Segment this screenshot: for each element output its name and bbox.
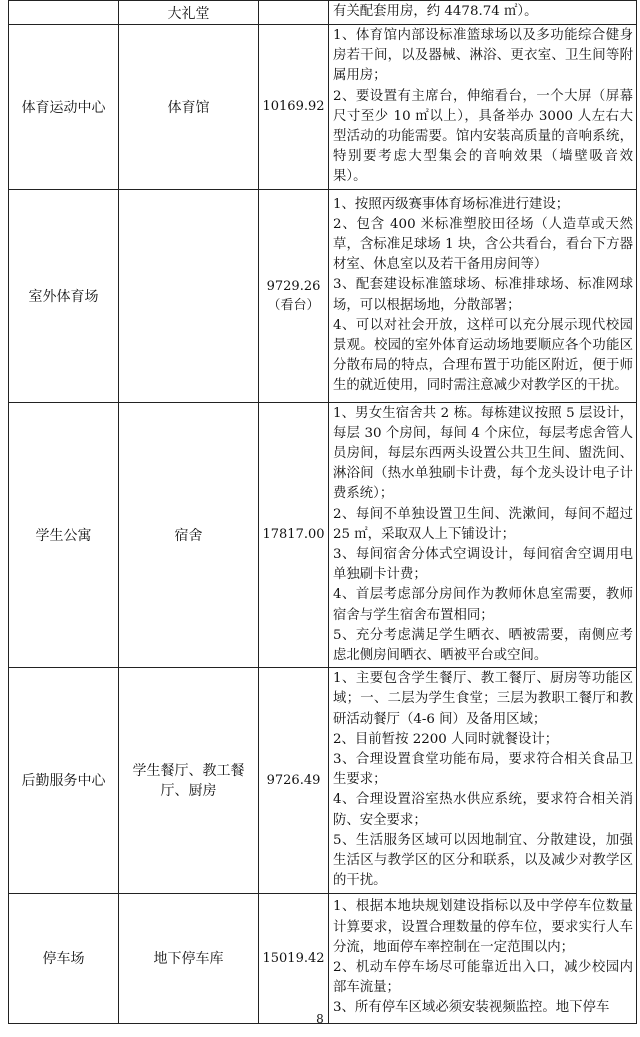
description-cell	[329, 25, 637, 190]
description-line: 3、配套建设标准篮球场、标准排球场、标准网球场，可以根据场地，分散部署；	[333, 277, 633, 313]
building-name-cell: 学生餐厅、教工餐厅、厨房	[119, 668, 259, 893]
building-requirements-table	[8, 0, 637, 1024]
table-row	[9, 1, 637, 25]
category-cell	[9, 1, 119, 25]
description-cell	[329, 893, 637, 1023]
building-name-cell	[119, 189, 259, 402]
category-cell: 体育运动中心	[9, 25, 119, 190]
description-line: 2、目前暂按 2200 人同时就餐设计；	[333, 731, 559, 747]
description-line: 1、按照丙级赛事体育场标准进行建设；	[333, 196, 570, 212]
description-line: 2、要设置有主席台，伸缩看台，一个大屏（屏幕尺寸至少 10 ㎡以上），具备举办 3000 人左右大型活动的功能需要。馆内安装高质量的音响系统，特别要考虑大型集会的音响效果（墙壁吸音效果）。	[333, 88, 633, 185]
description-line: 4、合理设置浴室热水供应系统，要求符合相关消防、安全要求；	[333, 792, 633, 828]
description-cell	[329, 1, 637, 25]
description-line: 1、男女生宿舍共 2 栋。每栋建议按照 5 层设计，每层 30 个房间，每间 4 个床位，每层考虑舍管人员房间，每层东西两头设置公共卫生间、盥洗间、淋浴间（热水单独刷卡计费，每个龙头设计电子计费系统）；	[333, 405, 633, 502]
area-value: 9729.26	[266, 278, 321, 294]
area-cell	[259, 1, 329, 25]
table-row	[9, 25, 637, 190]
description-line: 1、根据本地块规划建设指标以及中学停车位数量计算要求，设置合理数量的停车位，要求实行人车分流，地面停车率控制在一定范围以内；	[333, 899, 633, 955]
description-line: 1、体育馆内部设标准篮球场以及多功能综合健身房若干间，以及器械、淋浴、更衣室、卫生间等附属用房；	[333, 28, 633, 84]
description-line: 3、每间宿舍分体式空调设计，每间宿舍空调用电单独刷卡计费；	[333, 547, 633, 583]
table-row	[9, 668, 637, 893]
table-row	[9, 189, 637, 402]
table-row	[9, 402, 637, 668]
description-cell	[329, 189, 637, 402]
description-line: 3、所有停车区域必须安装视频监控。地下停车	[333, 1000, 610, 1016]
building-name-cell: 体育馆	[119, 25, 259, 190]
area-cell: 10169.92	[259, 25, 329, 190]
area-cell: 15019.42	[259, 893, 329, 1023]
description-line: 4、可以对社会开放，这样可以充分展示现代校园景观。校园的室外体育运动场地要顺应各个功能区分散布局的特点，合理布置于功能区附近，便于师生的就近使用，同时需注意减少对教学区的干扰。	[333, 317, 633, 394]
category-cell: 室外体育场	[9, 189, 119, 402]
description-line: 5、充分考虑满足学生晒衣、晒被需要，南侧应考虑北侧房间晒衣、晒被平台或空间。	[333, 627, 633, 664]
description-line: 5、生活服务区域可以因地制宜、分散建设，加强生活区与教学区的区分和联系，以及减少对教学区的干扰。	[333, 832, 633, 889]
category-cell: 学生公寓	[9, 402, 119, 668]
area-cell: 9726.49	[259, 668, 329, 893]
description-line: 2、每间不单独设置卫生间、洗漱间，每间不超过 25 ㎡，采取双人上下铺设计；	[333, 506, 633, 542]
description-cell	[329, 402, 637, 668]
description-line: 1、主要包含学生餐厅、教工餐厅、厨房等功能区域；一、二层为学生食堂；三层为教职工餐厅和教研活动餐厅（4-6 间）及备用区域；	[333, 671, 633, 727]
category-cell: 后勤服务中心	[9, 668, 119, 893]
description-line: 2、包含 400 米标准塑胶田径场（人造草或天然草，含标准足球场 1 块，含公共看台，看台下方器材室、休息室以及若干备用房间等）	[333, 216, 633, 273]
page-number: 8	[316, 1012, 324, 1026]
description-line: 4、首层考虑部分房间作为教师休息室需要，教师宿舍与学生宿舍布置相同；	[333, 587, 633, 623]
building-name-cell: 宿舍	[119, 402, 259, 668]
area-cell	[259, 189, 329, 402]
building-name-cell: 地下停车库	[119, 893, 259, 1023]
table-row	[9, 893, 637, 1023]
area-note: （看台）	[267, 297, 320, 313]
area-cell: 17817.00	[259, 402, 329, 668]
building-name-cell: 大礼堂	[119, 1, 259, 25]
description-line: 3、合理设置食堂功能布局，要求符合相关食品卫生要求；	[333, 752, 633, 788]
description-line: 有关配套用房，约 4478.74 ㎡）。	[333, 4, 538, 20]
category-cell: 停车场	[9, 893, 119, 1023]
description-line: 2、机动车停车场尽可能靠近出入口，减少校园内部车流量；	[333, 960, 633, 996]
description-cell	[329, 668, 637, 893]
